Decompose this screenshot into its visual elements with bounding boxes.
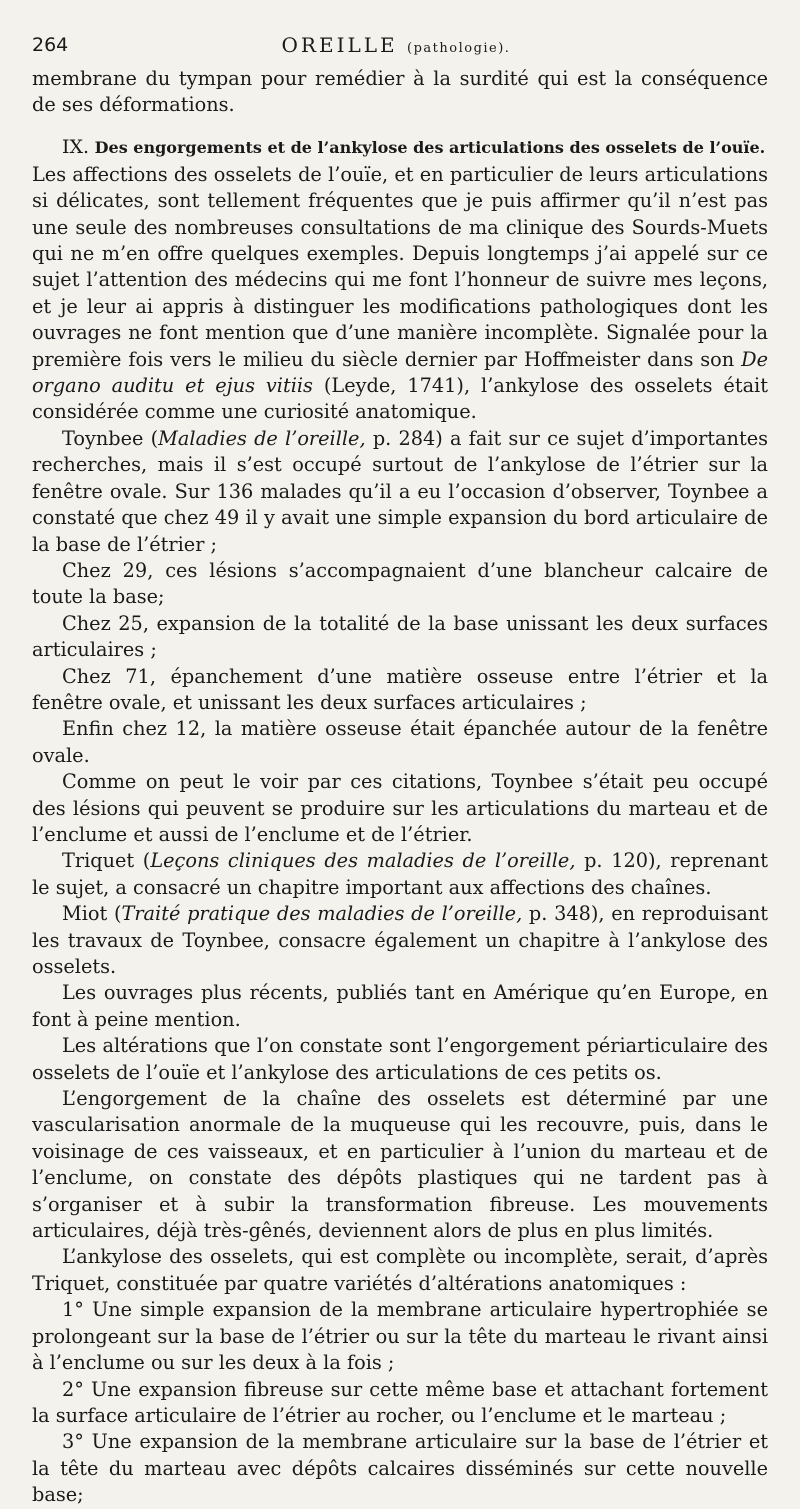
running-header xyxy=(32,30,760,60)
italic-title: Traité pratique des maladies de l’oreille, xyxy=(121,902,523,926)
text-run: p. 120), reprenant le sujet, a consacré un chapitre important aux affections des chaînes. xyxy=(32,849,768,899)
running-title-sub: (pathologie). xyxy=(407,41,511,56)
text-run: (Leyde, 1741), l’ankylose des osselets était considérée comme une curiosité anatomique. xyxy=(32,374,768,424)
page-body xyxy=(32,66,768,1509)
italic-title: Maladies de l’oreille, xyxy=(158,426,366,450)
text-run: Les affections des osselets de l’ouïe, et en particulier de leurs articulations si délicates, sont tellement fréquentes que je puis affirmer qu’il n’est pas une seule des nombreuses consultations de ma clinique des Sourds-Muets qui ne m’en offre quelques exemples. Depuis longtemps j’ai appelé sur ce sujet l’attention des médecins qui me font l’honneur de suivre mes leçons, et je leur ai appris à distinguer les modifications pathologiques dont les ouvrages ne font mention que d’une manière incomplète. Signalée pour la première fois vers le milieu du siècle dernier par Hoffmeister dans son xyxy=(32,162,768,371)
page-number: 264 xyxy=(32,34,69,56)
section-heading xyxy=(32,133,768,162)
paragraph: Les ouvrages plus récents, publiés tant en Amérique qu’en Europe, en font à peine mention. xyxy=(32,981,768,1031)
section-number: IX. xyxy=(62,135,90,158)
text-run: Toynbee ( xyxy=(62,426,159,450)
paragraph: Chez 25, expansion de la totalité de la base unissant les deux surfaces articulaires ; xyxy=(32,611,768,662)
paragraph: Enfin chez 12, la matière osseuse était épanchée autour de la fenêtre ovale. xyxy=(32,717,768,767)
paragraph xyxy=(32,162,768,426)
paragraph: Chez 29, ces lésions s’accompagnaient d’une blancheur calcaire de toute la base; xyxy=(32,558,768,609)
text-run: p. 348), en reproduisant les travaux de Toynbee, consacre également un chapitre à l’ankylose des osselets. xyxy=(32,902,769,978)
paragraph: L’engorgement de la chaîne des osselets est déterminé par une vascularisation anormale de la muqueuse qui les recouvre, puis, dans le voisinage de ces vaisseaux, et en particulier à l’union du marteau et de l’enclume, on constate des dépôts plastiques qui ne tardent pas à s’organiser et à subir la transformation fibreuse. Les mouvements articulaires, déjà très-gênés, deviennent alors de plus en plus limités. xyxy=(32,1087,768,1243)
italic-title: Leçons cliniques des maladies de l’oreille, xyxy=(150,849,576,873)
text-run: Miot ( xyxy=(62,902,122,926)
text-run: Triquet ( xyxy=(62,849,151,873)
paragraph: Chez 71, épanchement d’une matière osseuse entre l’étrier et la fenêtre ovale, et unissant les deux surfaces articulaires ; xyxy=(32,664,768,714)
paragraph xyxy=(32,901,768,980)
running-title-main: OREILLE xyxy=(281,33,398,57)
list-item: 3° Une expansion de la membrane articulaire sur la base de l’étrier et la tête du marteau avec dépôts calcaires disséminés sur cette nouvelle base; xyxy=(32,1430,768,1507)
section-title: Des engorgements et de l’ankylose des articulations des osselets de l’ouïe. xyxy=(94,137,766,157)
running-title xyxy=(32,30,760,64)
paragraph: L’ankylose des osselets, qui est complète ou incomplète, serait, d’après Triquet, constituée par quatre variétés d’altérations anatomiques : xyxy=(32,1245,768,1295)
list-item: 2° Une expansion fibreuse sur cette même base et attachant fortement la surface articulaire de l’étrier au rocher, ou l’enclume et le marteau ; xyxy=(32,1377,768,1427)
paragraph xyxy=(32,848,768,901)
paragraph: Comme on peut le voir par ces citations, Toynbee s’était peu occupé des lésions qui peuvent se produire sur les articulations du marteau et de l’enclume et aussi de l’enclume et de l’étrier. xyxy=(32,770,768,846)
paragraph-continued: membrane du tympan pour remédier à la surdité qui est la conséquence de ses déformations. xyxy=(32,67,768,117)
text-run: p. 284) a fait sur ce sujet d’importantes recherches, mais il s’est occupé surtout de l’ankylose de l’étrier sur la fenêtre ovale. Sur 136 malades qu’il a eu l’occasion d’observer, Toynbee a constaté que chez 49 il y avait une simple expansion du bord articulaire de la base de l’étrier ; xyxy=(32,426,769,556)
list-item: 1° Une simple expansion de la membrane articulaire hypertrophiée se prolongeant sur la base de l’étrier ou sur la tête du marteau le rivant ainsi à l’enclume ou sur les deux à la fois ; xyxy=(32,1298,768,1375)
paragraph: Les altérations que l’on constate sont l’engorgement périarticulaire des osselets de l’ouïe et l’ankylose des articulations de ces petits os. xyxy=(32,1034,768,1084)
italic-title: De organo auditu et ejus vitiis xyxy=(32,347,768,398)
paragraph xyxy=(32,426,768,558)
